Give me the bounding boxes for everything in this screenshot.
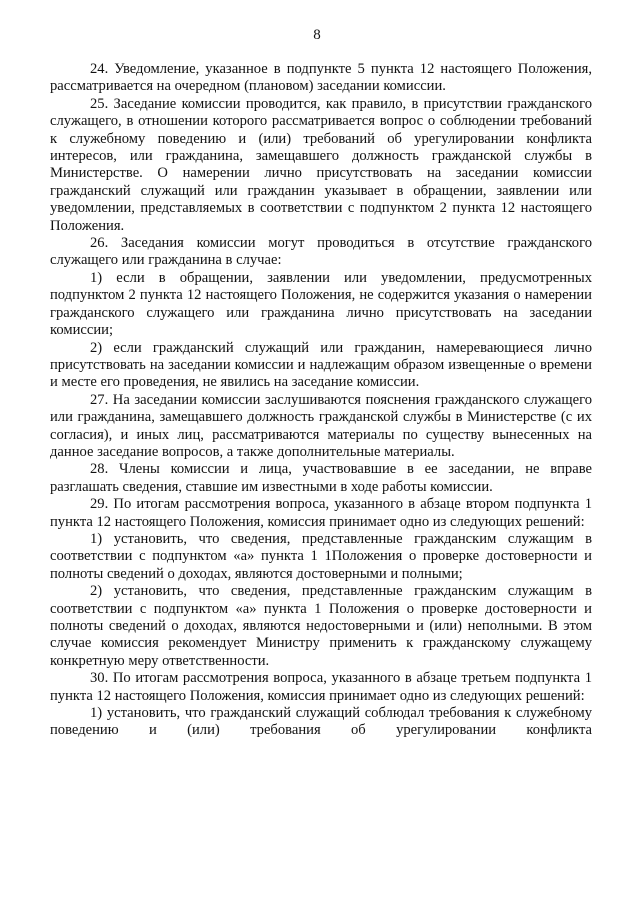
paragraph-29-item-1: 1) установить, что сведения, представленные гражданским служащим в соответствии с подпунктом «а» пункта 1 1Положения о проверке достоверности и полноты сведений о доходах, являются достоверными и полными;: [50, 530, 592, 582]
paragraph-26: 26. Заседания комиссии могут проводиться в отсутствие гражданского служащего или гражданина в случае:: [50, 235, 592, 269]
paragraph-25: 25. Заседание комиссии проводится, как правило, в присутствии гражданского служащего, в отношении которого рассматривается вопрос о соблюдении требований к служебному поведению и (или) требований об урегулировании конфликта интересов, или гражданина, замещавшего должность гражданской службы в Министерстве. О намерении лично присутствовать на заседании комиссии гражданский служащий или гражданин указывает в обращении, заявлении или уведомлении, представляемых в соответствии с подпунктом 2 пункта 12 настоящего Положения.: [50, 95, 592, 234]
paragraph-30-item-1: 1) установить, что гражданский служащий соблюдал требования к служебному поведению и (или) требования об урегулировании конфликта: [50, 705, 592, 739]
paragraph-30: 30. По итогам рассмотрения вопроса, указанного в абзаце третьем подпункта 1 пункта 12 настоящего Положения, комиссия принимает одно из следующих решений:: [50, 670, 592, 704]
paragraph-24: 24. Уведомление, указанное в подпункте 5 пункта 12 настоящего Положения, рассматривается на очередном (плановом) заседании комиссии.: [50, 61, 592, 95]
paragraph-28: 28. Члены комиссии и лица, участвовавшие в ее заседании, не вправе разглашать сведения, ставшие им известными в ходе работы комиссии.: [50, 461, 592, 495]
paragraph-29-item-2: 2) установить, что сведения, представленные гражданским служащим в соответствии с подпунктом «а» пункта 1 Положения о проверке достоверности и полноты сведений о доходах, являются недостоверными и (или) неполными. В этом случае комиссия рекомендует Министру применить к гражданскому служащему конкретную меру ответственности.: [50, 583, 592, 669]
paragraph-27: 27. На заседании комиссии заслушиваются пояснения гражданского служащего или гражданина, замещавшего должность гражданской службы в Министерстве (с их согласия), и иных лиц, рассматриваются материалы по существу вынесенных на данное заседание вопросов, а также дополнительные материалы.: [50, 391, 592, 460]
paragraph-26-item-1: 1) если в обращении, заявлении или уведомлении, предусмотренных подпунктом 2 пункта 12 настоящего Положения, не содержится указания о намерении гражданского служащего или гражданина лично присутствовать на заседании комиссии;: [50, 269, 592, 339]
paragraph-26-item-2: 2) если гражданский служащий или гражданин, намеревающиеся лично присутствовать на заседании комиссии и надлежащим образом извещенные о времени и месте его проведения, не явились на заседание комиссии.: [50, 339, 592, 391]
paragraph-29: 29. По итогам рассмотрения вопроса, указанного в абзаце втором подпункта 1 пункта 12 настоящего Положения, комиссия принимает одно из следующих решений:: [50, 496, 592, 530]
document-body: [50, 61, 592, 740]
page-number: 8: [313, 27, 321, 43]
